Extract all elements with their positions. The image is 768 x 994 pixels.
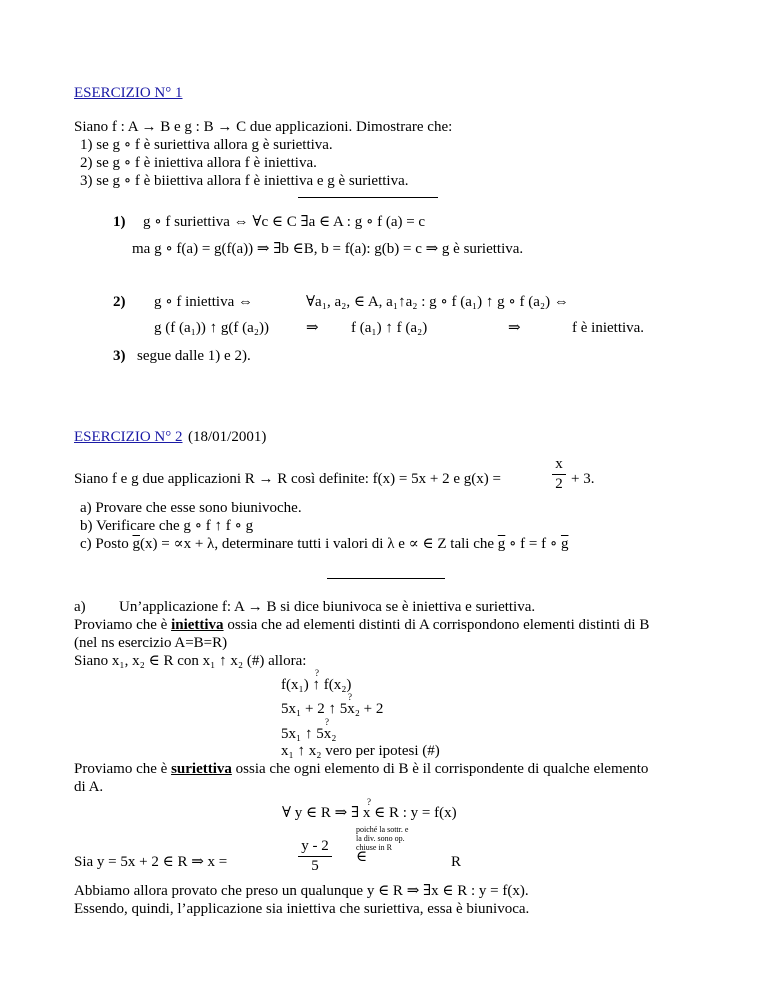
answer-a-line-3: (nel ns esercizio A=B=R) <box>74 635 228 651</box>
exercise-1-item-1: 1) se g ∘ f è suriettiva allora g è suriettiva. <box>80 137 333 153</box>
exercise-1-item-2: 2) se g ∘ f è iniettiva allora f è iniettiva. <box>80 155 317 171</box>
surjective-statement: ∀ y ∈ R ⇒ ∃ x ∈ R : y = f(x) <box>282 805 457 821</box>
real-set-symbol: R <box>451 854 462 870</box>
injective-keyword: iniettiva <box>171 617 224 633</box>
question-mark-4: ? <box>367 797 371 807</box>
exercise-2-item-a: a) Provare che esse sono biunivoche. <box>80 500 302 516</box>
solution-2-implies-1: ⇒ <box>306 320 319 336</box>
exercise-1-intro: Siano f : A → B e g : B → C due applicazioni. Dimostrare che: <box>74 119 453 135</box>
solution-2-part-b: ∀a₁, a₂, ∈ A, a₁↑a₂ : g ∘ f (a₁) ↑ g ∘ f (a₂) ⇔ <box>306 294 569 310</box>
solution-2-part-c: g (f (a₁)) ↑ g(f (a₂)) <box>154 320 269 336</box>
injective-step-3: 5x₁ ↑ 5x₂ <box>281 726 337 742</box>
answer-a-label: a) <box>74 599 86 615</box>
margin-note-3: chiuse in R <box>356 843 392 852</box>
item-c-text-3: ∘ f = f ∘ <box>505 536 561 552</box>
exercise-1-item-3: 3) se g ∘ f è biiettiva allora f è iniettiva e g è suriettiva. <box>80 173 409 189</box>
exercise-2-intro: Siano f e g due applicazioni R → R così definite: f(x) = 5x + 2 e g(x) = <box>74 471 501 487</box>
margin-note-2: la div. sono op. <box>356 834 405 843</box>
g-bar-symbol: $\overline{g}$ <box>132 536 140 552</box>
question-mark-3: ? <box>325 717 329 727</box>
g-bar-symbol-3: $\overline{g}$ <box>560 536 569 552</box>
item-c-text-1: c) Posto <box>80 536 133 552</box>
answer-a-line-1: Un’applicazione f: A → B si dice biunivoca se è iniettiva e suriettiva. <box>119 599 536 615</box>
separator-line-2 <box>327 578 445 579</box>
solution-1-label: 1) <box>113 214 126 230</box>
item-c-text-2: (x) = ∝x + λ, determinare tutti i valori di λ e ∝ ∈ Z tali che <box>140 536 498 552</box>
question-mark-2: ? <box>348 692 352 702</box>
exercise-1-title[interactable]: ESERCIZIO N° 1 <box>74 85 183 101</box>
injective-intro: Proviamo che è <box>74 617 172 633</box>
solution-2-implies-2: ⇒ <box>508 320 521 336</box>
surjective-line-1 <box>74 760 648 778</box>
solution-2-conclusion: f è iniettiva. <box>572 320 645 336</box>
solution-2-part-a: g ∘ f iniettiva ⇔ <box>154 294 254 310</box>
g-fraction-denominator: 2 <box>555 476 563 492</box>
sia-statement: Sia y = 5x + 2 ∈ R ⇒ x = <box>74 854 228 870</box>
solution-1-text: g ∘ f suriettiva ⇔ ∀c ∈ C ∃a ∈ A : g ∘ f (a) = c <box>143 214 426 230</box>
margin-note-1: poiché la sottr. e <box>356 825 409 834</box>
element-of-symbol: ∈ <box>356 849 368 865</box>
exercise-2-item-c <box>80 535 568 553</box>
answer-a-line-4: Siano x₁, x₂ ∈ R con x₁ ↑ x₂ (#) allora: <box>74 653 307 669</box>
surjective-line-2: di A. <box>74 779 104 795</box>
x-fraction-denominator: 5 <box>311 858 319 874</box>
question-mark-1: ? <box>315 668 319 678</box>
x-fraction-bar <box>298 856 332 857</box>
injective-step-1: f(x₁) ↑ f(x₂) <box>281 677 352 693</box>
conclusion-line-1: Abbiamo allora provato che preso un qualunque y ∈ R ⇒ ∃x ∈ R : y = f(x). <box>74 883 529 899</box>
g-bar-symbol-2: $\overline{g}$ <box>497 536 506 552</box>
exercise-2-title[interactable]: ESERCIZIO N° 2 <box>74 429 183 445</box>
g-fraction-bar <box>552 474 566 475</box>
solution-2-part-e: f (a₁) ↑ f (a₂) <box>351 320 428 336</box>
x-fraction-numerator: y - 2 <box>301 838 329 854</box>
solution-2-label: 2) <box>113 294 126 310</box>
injective-step-2: 5x₁ + 2 ↑ 5x₂ + 2 <box>281 701 384 717</box>
solution-1-line-2: ma g ∘ f(a) = g(f(a)) ⇒ ∃b ∈B, b = f(a): g(b) = c ⇒ g è suriettiva. <box>132 241 524 257</box>
injective-step-4: x₁ ↑ x₂ vero per ipotesi (#) <box>281 743 440 759</box>
surjective-keyword: suriettiva <box>171 761 232 777</box>
g-fraction-numerator: x <box>555 456 563 472</box>
solution-3-text: segue dalle 1) e 2). <box>137 348 251 364</box>
surjective-intro: Proviamo che è <box>74 761 172 777</box>
solution-3-label: 3) <box>113 348 126 364</box>
surjective-rest: ossia che ogni elemento di B è il corrispondente di qualche elemento <box>231 761 649 777</box>
answer-a-line-2 <box>74 616 649 634</box>
exercise-2-item-b: b) Verificare che g ∘ f ↑ f ∘ g <box>80 518 254 534</box>
separator-line <box>298 197 438 198</box>
exercise-2-date: (18/01/2001) <box>188 429 267 445</box>
conclusion-line-2: Essendo, quindi, l’applicazione sia iniettiva che suriettiva, essa è biunivoca. <box>74 901 530 917</box>
injective-rest: ossia che ad elementi distinti di A corrispondono elementi distinti di B <box>223 617 650 633</box>
exercise-2-intro-end: + 3. <box>571 471 595 487</box>
